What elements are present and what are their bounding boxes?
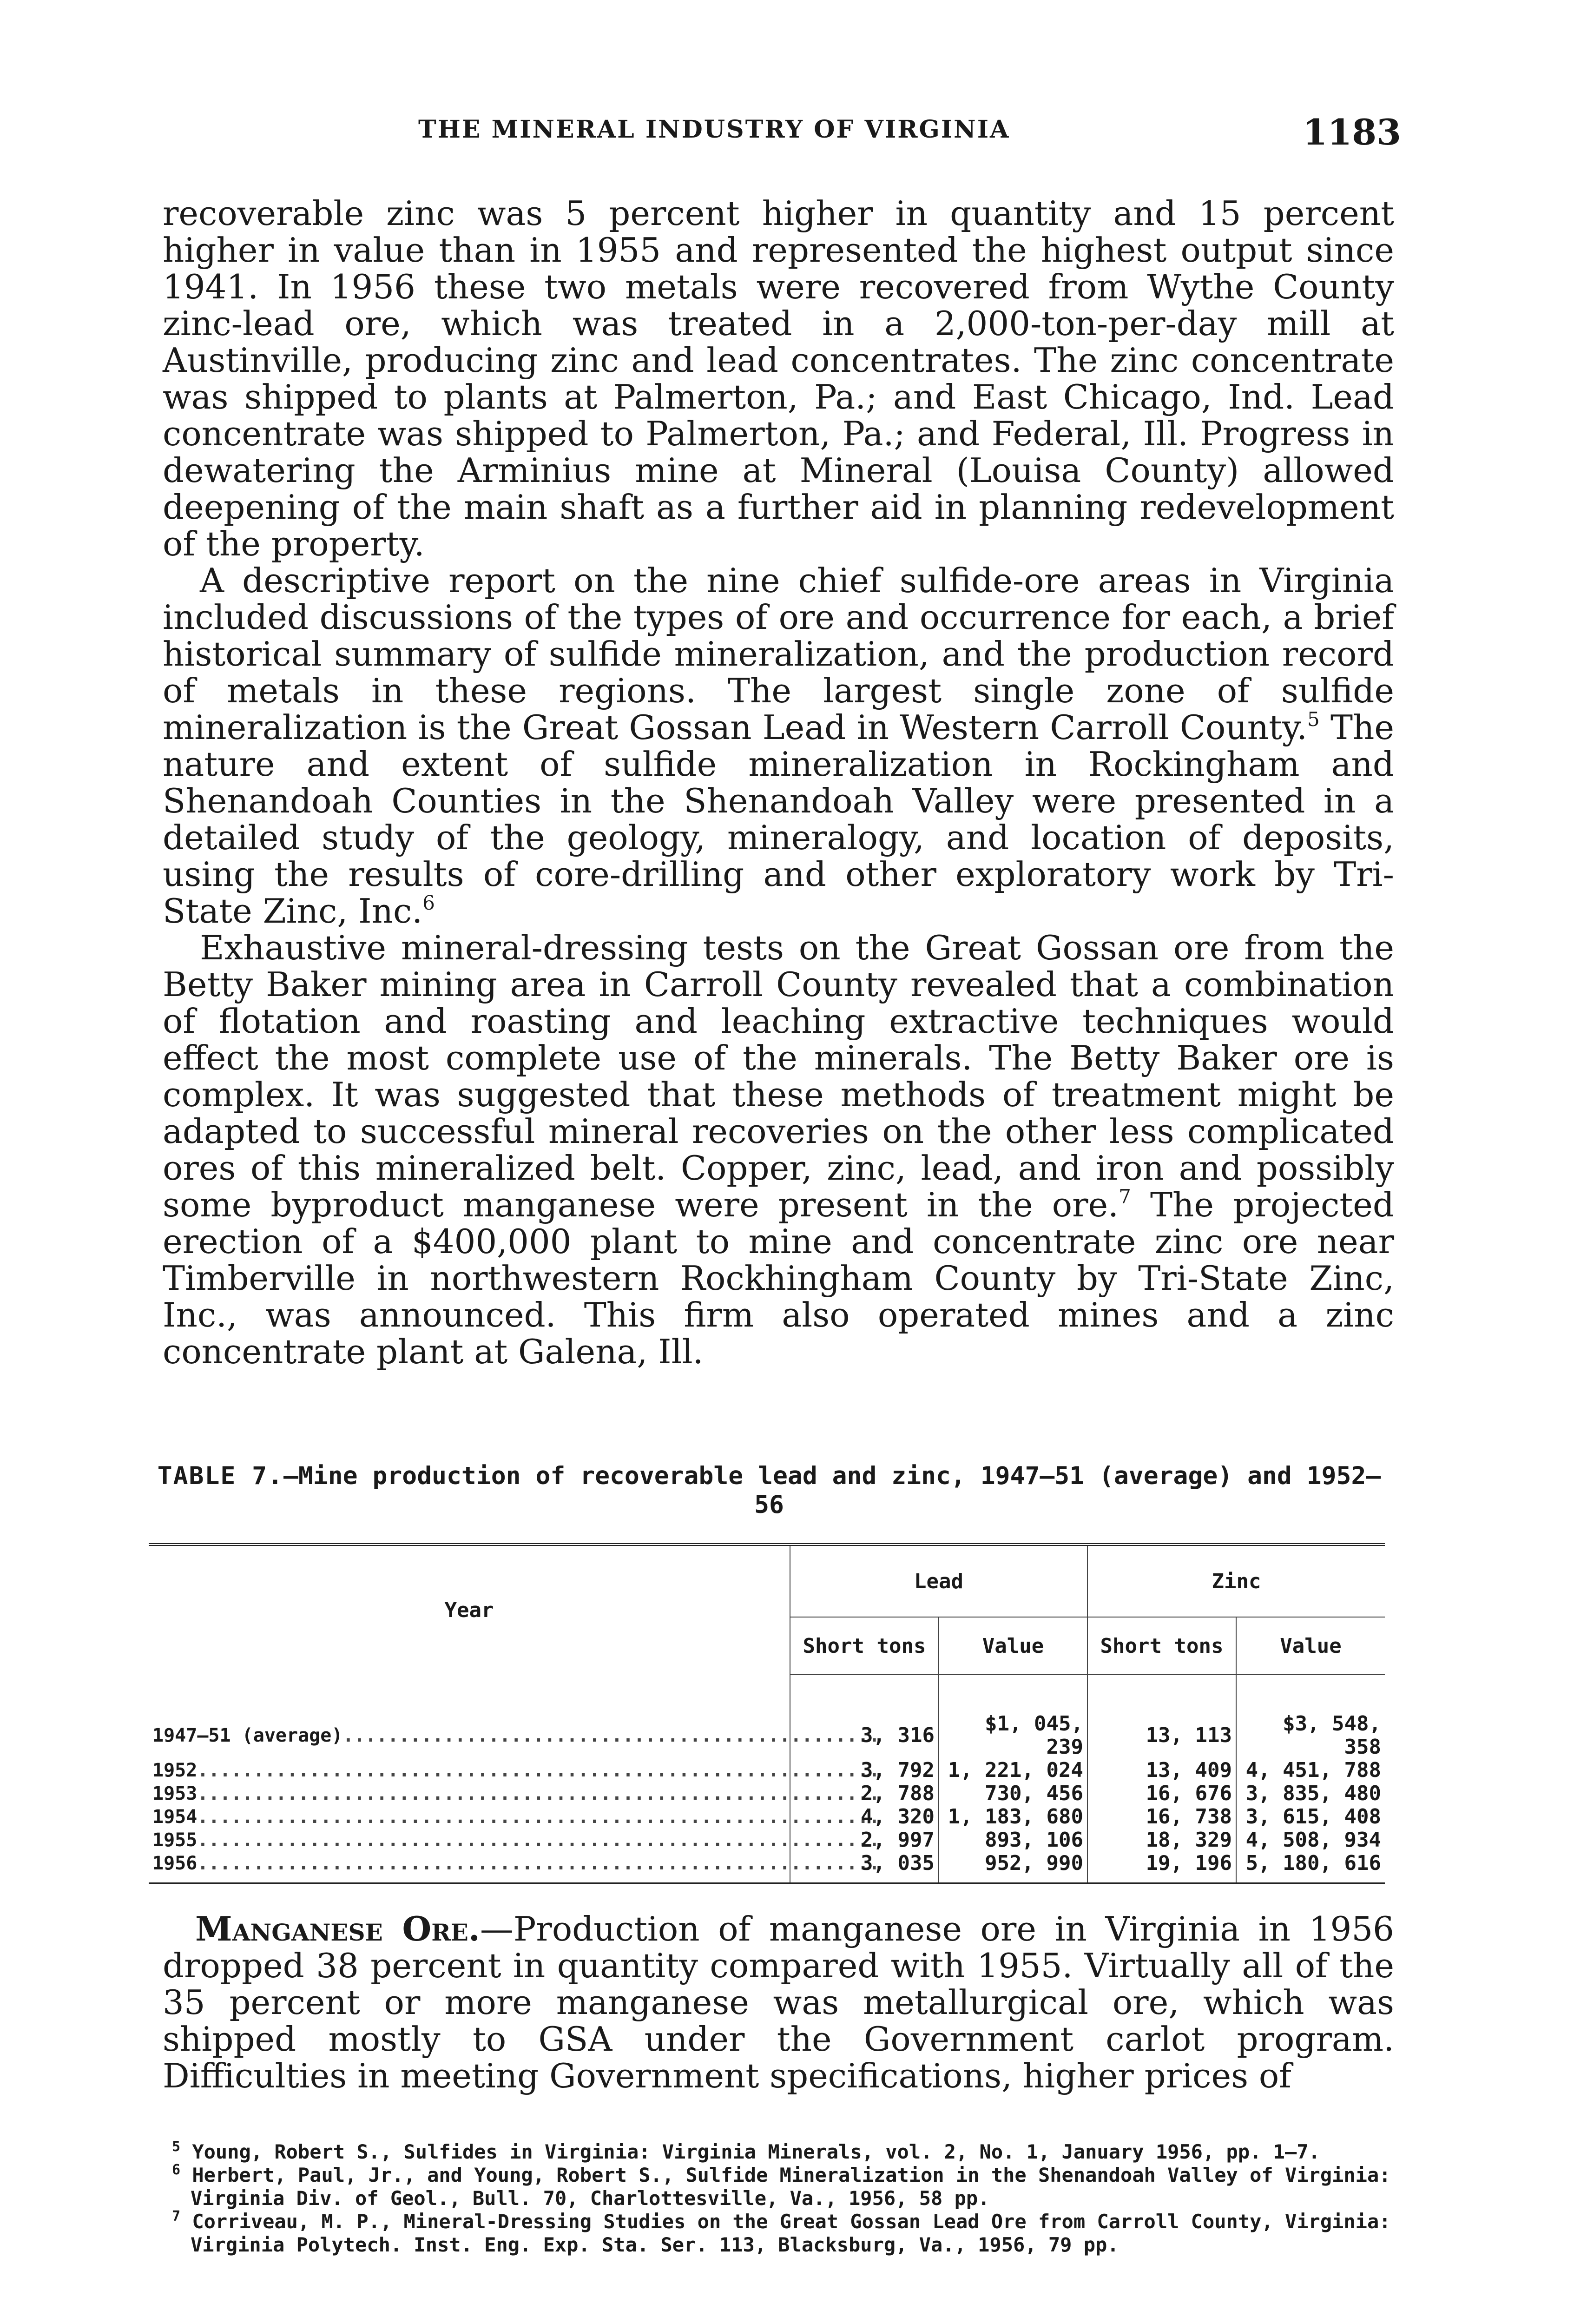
row-year: 1952 <box>152 1760 198 1781</box>
lead-value: 1, 183, 680 <box>939 1805 1087 1829</box>
table-row: 1955............................................................. 2, 997 893, 106 18, 329 4, 508, 934 <box>149 1829 1385 1852</box>
zinc-short-tons: 19, 196 <box>1087 1852 1236 1883</box>
lead-value: 893, 106 <box>939 1829 1087 1852</box>
zinc-value: $3, 548, 358 <box>1236 1675 1385 1759</box>
zinc-short-tons: 13, 409 <box>1087 1759 1236 1782</box>
table-row: 1956............................................................. 3, 035 952, 990 19, 196 5, 180, 616 <box>149 1852 1385 1883</box>
footnote-mark: 6 <box>172 2162 181 2178</box>
manganese-section <box>163 1910 1394 2094</box>
production-table <box>149 1543 1385 1884</box>
header-zinc-value: Value <box>1236 1617 1385 1675</box>
zinc-value: 4, 451, 788 <box>1236 1759 1385 1782</box>
table-label: TABLE 7. <box>157 1462 284 1490</box>
table-title: —Mine production of recoverable lead and zinc, 1947–51 (average) and 1952–56 <box>283 1462 1381 1519</box>
lead-value: $1, 045, 239 <box>939 1675 1087 1759</box>
page-number: 1183 <box>1303 112 1401 153</box>
header-lead-short-tons: Short tons <box>790 1617 939 1675</box>
footnote: $^6$ Herbert, Paul, Jr., and Young, Robert S., Sulfide Mineralization in the Shenandoah Valley of Virginia: Virginia Div. of Geol., Bull. 70, Charlottesville, Va., 1956, 58 pp. <box>172 2162 1391 2210</box>
table-row: 1952............................................................. 3, 792 1, 221, 024 13, 409 4, 451, 788 <box>149 1759 1385 1782</box>
row-year: 1955 <box>152 1829 198 1851</box>
lead-short-tons: 3, 035 <box>790 1852 939 1883</box>
header-lead-value: Value <box>939 1617 1087 1675</box>
lead-value: 952, 990 <box>939 1852 1087 1883</box>
zinc-short-tons: 18, 329 <box>1087 1829 1236 1852</box>
row-year: 1947–51 (average) <box>152 1724 343 1746</box>
footnote-ref-5: 5 <box>1307 708 1320 731</box>
header-zinc: Zinc <box>1087 1545 1385 1617</box>
paragraph-dressing-tests: Exhaustive mineral-dressing tests on the Great Gossan ore from the Betty Baker mining area in Carroll County revealed that a combination of flotation and roasting and leaching extractive techniques would effect the most complete use of the minerals. The Betty Baker ore is complex. It was suggested that these methods of treatment might be adapted to successful mineral recoveries on the other less complicated ores of this mineralized belt. Copper, zinc, lead, and iron and possibly some byproduct manganese were present in the ore.$^7$ The projected erection of a $400,000 plant to mine and concentrate zinc ore near Timberville in northwestern Rockhingham County by Tri-State Zinc, Inc., was announced. This firm also operated mines and a zinc concentrate plant at Galena, Ill. <box>163 928 1395 1371</box>
paragraph-manganese: Manganese Ore.—Production of manganese ore in Virginia in 1956 dropped 38 percent in quantity compared with 1955. Virtually all of the 35 percent or more manganese was metallurgical ore, which was shipped mostly to GSA under the Government carlot program. Difficulties in meeting Government specifications, higher prices of <box>163 1909 1394 2095</box>
lead-short-tons: 2, 997 <box>790 1829 939 1852</box>
lead-short-tons: 3, 792 <box>790 1759 939 1782</box>
zinc-short-tons: 13, 113 <box>1087 1675 1236 1759</box>
footnote-ref-6: 6 <box>422 891 435 914</box>
lead-value: 730, 456 <box>939 1782 1087 1805</box>
header-zinc-short-tons: Short tons <box>1087 1617 1236 1675</box>
paragraph-zinc-lead: recoverable zinc was 5 percent higher in quantity and 15 percent higher in value than in 1955 and represented the highest output since 1941. In 1956 these two metals were recovered from Wythe County zinc-lead ore, which was treated in a 2,000-ton-per-day mill at Austinville, producing zinc and lead concentrates. The zinc concentrate was shipped to plants at Palmerton, Pa.; and East Chicago, Ind. Lead concentrate was shipped to Palmerton, Pa.; and Federal, Ill. Progress in dewatering the Arminius mine at Mineral (Louisa County) allowed deepening of the main shaft as a further aid in planning redevelopment of the property. <box>163 194 1394 563</box>
header-lead: Lead <box>790 1545 1087 1617</box>
footnote: $^5$ Young, Robert S., Sulfides in Virginia: Virginia Minerals, vol. 2, No. 1, January 1956, pp. 1–7. <box>172 2139 1320 2163</box>
running-title: THE MINERAL INDUSTRY OF VIRGINIA <box>418 115 1010 144</box>
footnote-ref-7: 7 <box>1119 1185 1131 1208</box>
section-heading-manganese: Manganese Ore. <box>195 1909 480 1948</box>
footnote: $^7$ Corriveau, M. P., Mineral-Dressing Studies on the Great Gossan Lead Ore from Carroll County, Virginia: Virginia Polytech. Inst. Eng. Exp. Sta. Ser. 113, Blacksburg, Va., 1956, 79 pp. <box>172 2208 1391 2256</box>
paragraph-sulfide-report: A descriptive report on the nine chief sulfide-ore areas in Virginia included discussions of the types of ore and occurrence for each, a brief historical summary of sulfide mineralization, and the production record of metals in these regions. The largest single zone of sulfide mineralization is the Great Gossan Lead in Western Carroll County.$^5$ The nature and extent of sulfide mineralization in Rockingham and Shenandoah Counties in the Shenandoah Valley were presented in a detailed study of the geology, mineralogy, and location of deposits, using the results of core-drilling and other exploratory work by Tri-State Zinc, Inc.$^6$ <box>163 561 1394 931</box>
table-row: 1954............................................................. 4, 320 1, 183, 680 16, 738 3, 615, 408 <box>149 1805 1385 1829</box>
lead-short-tons: 4, 320 <box>790 1805 939 1829</box>
lead-short-tons: 3, 316 <box>790 1675 939 1759</box>
footnote-mark: 5 <box>172 2139 181 2155</box>
row-year: 1953 <box>152 1783 198 1804</box>
zinc-value: 3, 615, 408 <box>1236 1805 1385 1829</box>
body-text <box>163 195 1394 1370</box>
zinc-short-tons: 16, 676 <box>1087 1782 1236 1805</box>
footnotes <box>153 2140 1394 2257</box>
header-year: Year <box>149 1545 790 1675</box>
zinc-value: 3, 835, 480 <box>1236 1782 1385 1805</box>
zinc-value: 4, 508, 934 <box>1236 1829 1385 1852</box>
running-header <box>163 112 1401 153</box>
lead-short-tons: 2, 788 <box>790 1782 939 1805</box>
footnote-mark: 7 <box>172 2208 181 2225</box>
table-row: 1947–51 (average)................................................ 3, 316 $1, 045, 239 13, 113 $3, 548, 358 <box>149 1675 1385 1759</box>
zinc-value: 5, 180, 616 <box>1236 1852 1385 1883</box>
zinc-short-tons: 16, 738 <box>1087 1805 1236 1829</box>
row-year: 1954 <box>152 1806 198 1828</box>
lead-value: 1, 221, 024 <box>939 1759 1087 1782</box>
table-caption <box>153 1462 1385 1519</box>
row-year: 1956 <box>152 1853 198 1874</box>
table-row: 1953............................................................. 2, 788 730, 456 16, 676 3, 835, 480 <box>149 1782 1385 1805</box>
